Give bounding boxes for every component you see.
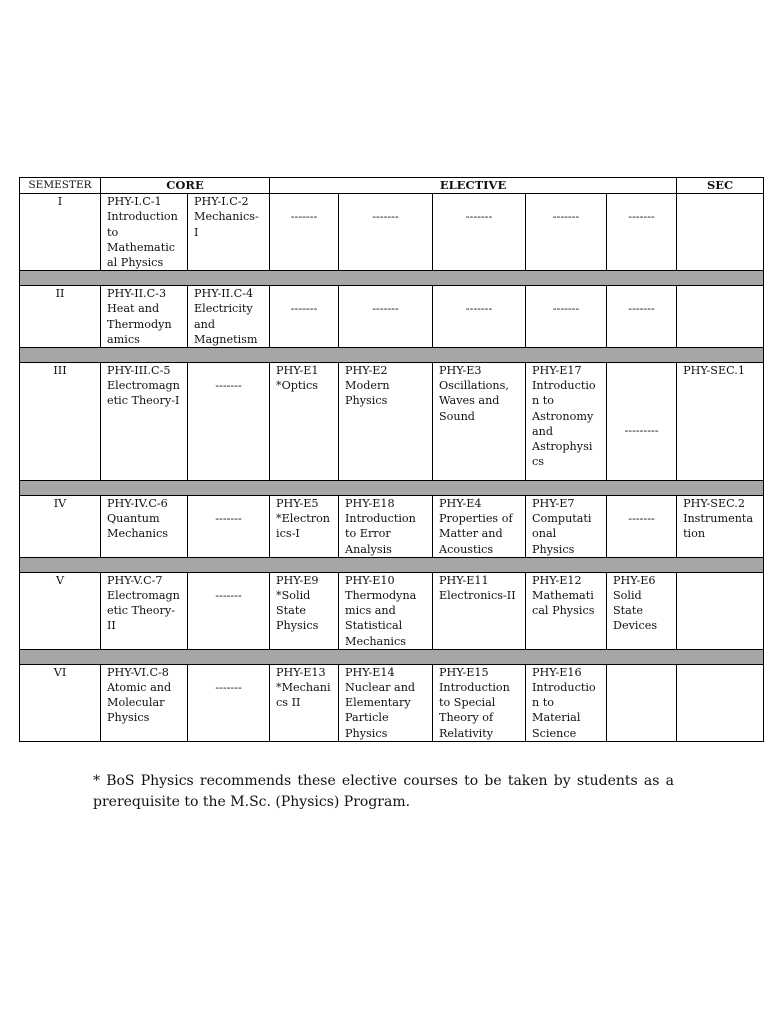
elective-course-cell <box>526 664 607 741</box>
elective-course-cell <box>433 363 526 481</box>
course-line: Magnetism <box>194 332 258 346</box>
course-line: Electromagn <box>107 589 180 603</box>
table-row <box>20 664 764 741</box>
elective-course-cell <box>270 286 339 348</box>
course-line: *Mechani <box>276 681 331 695</box>
sec-course-cell <box>677 286 764 348</box>
course-line: PHY-E18 <box>345 497 395 511</box>
course-line: cs II <box>276 696 301 710</box>
empty-placeholder: ------- <box>215 588 242 602</box>
semester-cell: IV <box>20 496 101 558</box>
course-line: ics-I <box>276 527 300 541</box>
semester-cell: I <box>20 194 101 271</box>
course-line: Properties of <box>439 512 513 526</box>
course-line: PHY-VI.C-8 <box>107 665 169 679</box>
course-line: *Optics <box>276 379 319 393</box>
course-line: Mechanics- <box>194 210 259 224</box>
table-row <box>20 363 764 481</box>
course-line: Mechanics <box>107 527 169 541</box>
separator-bar <box>20 348 764 363</box>
sec-course-cell <box>677 194 764 271</box>
course-line: etic Theory- <box>107 604 175 618</box>
course-line: PHY-E9 <box>276 573 319 587</box>
elective-course-cell <box>339 496 433 558</box>
course-line: n to <box>532 696 554 710</box>
elective-course-cell <box>526 194 607 271</box>
elective-course-cell <box>270 572 339 649</box>
elective-course-cell <box>526 496 607 558</box>
course-line: *Solid <box>276 589 311 603</box>
course-line: Computati <box>532 512 592 526</box>
core-course-cell <box>101 363 188 481</box>
course-line: Electromagn <box>107 379 180 393</box>
core-course-cell <box>101 286 188 348</box>
course-line: Devices <box>613 619 658 633</box>
elective-course-cell <box>607 572 677 649</box>
course-line: PHY-II.C-4 <box>194 287 254 301</box>
empty-placeholder: ------- <box>215 512 242 526</box>
course-line: al Physics <box>107 256 164 270</box>
course-line: PHY-E17 <box>532 364 582 378</box>
elective-course-cell <box>339 194 433 271</box>
course-structure-table <box>19 177 764 742</box>
course-line: PHY-E1 <box>276 364 319 378</box>
sec-header: SEC <box>677 178 764 194</box>
separator-bar <box>20 557 764 572</box>
course-line: Modern <box>345 379 390 393</box>
empty-placeholder: ------- <box>552 210 580 224</box>
course-line: Statistical <box>345 619 403 633</box>
course-line: Mechanics <box>345 634 407 648</box>
course-line: PHY-E11 <box>439 573 489 587</box>
core-course-cell <box>188 664 270 741</box>
empty-placeholder: ------- <box>465 302 493 316</box>
elective-course-cell <box>433 194 526 271</box>
elective-course-cell <box>607 664 677 741</box>
course-line: Solid <box>613 589 642 603</box>
elective-course-cell <box>270 496 339 558</box>
elective-course-cell <box>339 664 433 741</box>
header-row <box>20 178 764 194</box>
semester-cell: III <box>20 363 101 481</box>
course-line: to Special <box>439 696 496 710</box>
core-course-cell <box>101 194 188 271</box>
course-line: and <box>194 317 216 331</box>
course-line: Introductio <box>532 379 596 393</box>
semester-header: SEMESTER <box>20 178 101 194</box>
course-line: to Error <box>345 527 391 541</box>
table-body <box>20 194 764 742</box>
core-course-cell <box>188 194 270 271</box>
elective-course-cell <box>270 194 339 271</box>
empty-placeholder: ------- <box>628 512 655 526</box>
elective-course-cell <box>270 363 339 481</box>
elective-course-cell <box>526 286 607 348</box>
course-line: Molecular <box>107 696 165 710</box>
course-line: Instrumenta <box>683 512 754 526</box>
course-line: State <box>276 604 306 618</box>
course-line: PHY-I.C-1 <box>107 195 162 209</box>
course-line: Theory of <box>439 711 494 725</box>
course-line: PHY-E14 <box>345 665 395 679</box>
separator-row <box>20 481 764 496</box>
semester-cell: VI <box>20 664 101 741</box>
footnote: * BoS Physics recommends these elective courses to be taken by students as a prerequisite to the M.Sc. (Physics) Program. <box>93 773 674 810</box>
course-line: PHY-SEC.2 <box>683 497 745 511</box>
sec-course-cell <box>677 363 764 481</box>
course-line: Science <box>532 726 577 740</box>
elective-course-cell <box>339 363 433 481</box>
elective-course-cell <box>339 286 433 348</box>
table-row <box>20 286 764 348</box>
course-line: Nuclear and <box>345 681 416 695</box>
elective-course-cell <box>607 194 677 271</box>
table-row <box>20 572 764 649</box>
course-line: State <box>613 604 643 618</box>
course-line: PHY-E3 <box>439 364 482 378</box>
core-course-cell <box>188 286 270 348</box>
table-row <box>20 194 764 271</box>
elective-course-cell <box>270 664 339 741</box>
core-course-cell <box>188 363 270 481</box>
empty-placeholder: ------- <box>290 302 318 316</box>
course-line: Physics <box>345 726 388 740</box>
course-line: Material <box>532 711 581 725</box>
course-line: Oscillations, <box>439 379 509 393</box>
sec-course-cell <box>677 496 764 558</box>
core-course-cell <box>101 572 188 649</box>
course-line: PHY-II.C-3 <box>107 287 167 301</box>
course-line: amics <box>107 332 140 346</box>
core-course-cell <box>101 496 188 558</box>
empty-placeholder: ------- <box>215 379 242 393</box>
course-line: Electricity <box>194 302 253 316</box>
course-line: Matter and <box>439 527 503 541</box>
course-line: PHY-IV.C-6 <box>107 497 168 511</box>
course-line: Atomic and <box>107 681 172 695</box>
course-line: to <box>107 225 119 239</box>
course-line: Physics <box>345 394 388 408</box>
course-line: PHY-V.C-7 <box>107 573 163 587</box>
course-line: Analysis <box>345 542 392 556</box>
course-line: Waves and <box>439 394 500 408</box>
elective-header: ELECTIVE <box>270 178 677 194</box>
course-line: and <box>532 424 554 438</box>
course-line: *Electron <box>276 512 331 526</box>
course-line: Elementary <box>345 696 411 710</box>
course-line: Introduction <box>107 210 178 224</box>
course-line: PHY-E12 <box>532 573 582 587</box>
course-line: I <box>194 225 199 239</box>
course-line: onal <box>532 527 557 541</box>
course-line: II <box>107 619 116 633</box>
course-line: PHY-E16 <box>532 665 582 679</box>
separator-bar <box>20 649 764 664</box>
elective-course-cell <box>607 286 677 348</box>
table-row <box>20 496 764 558</box>
core-course-cell <box>188 496 270 558</box>
course-line: cs <box>532 455 545 469</box>
empty-placeholder: ------- <box>372 210 399 224</box>
course-line: Acoustics <box>439 542 494 556</box>
course-line: etic Theory-I <box>107 394 180 408</box>
course-line: Mathematic <box>107 240 176 254</box>
course-line: Introduction <box>439 681 510 695</box>
empty-placeholder: ------- <box>552 302 580 316</box>
empty-placeholder: ------- <box>290 210 318 224</box>
course-line: PHY-E2 <box>345 364 388 378</box>
course-line: Astrophysi <box>532 440 593 454</box>
course-line: mics and <box>345 604 396 618</box>
course-line: Sound <box>439 409 475 423</box>
course-line: Relativity <box>439 726 494 740</box>
course-line: Quantum <box>107 512 160 526</box>
empty-placeholder: --------- <box>624 424 659 438</box>
course-line: Physics <box>107 711 150 725</box>
course-line: PHY-E7 <box>532 497 575 511</box>
course-line: Heat and <box>107 302 160 316</box>
course-line: PHY-E5 <box>276 497 319 511</box>
core-header: CORE <box>101 178 270 194</box>
course-line: Thermodyn <box>107 317 172 331</box>
core-course-cell <box>188 572 270 649</box>
elective-course-cell <box>607 363 677 481</box>
course-line: PHY-III.C-5 <box>107 364 171 378</box>
course-line: PHY-SEC.1 <box>683 364 745 378</box>
empty-placeholder: ------- <box>465 210 493 224</box>
elective-course-cell <box>607 496 677 558</box>
separator-bar <box>20 271 764 286</box>
separator-row <box>20 271 764 286</box>
course-line: PHY-E10 <box>345 573 395 587</box>
elective-course-cell <box>526 363 607 481</box>
empty-placeholder: ------- <box>215 680 242 694</box>
empty-placeholder: ------- <box>628 210 655 224</box>
core-course-cell <box>101 664 188 741</box>
elective-course-cell <box>339 572 433 649</box>
course-line: n to <box>532 394 554 408</box>
sec-course-cell <box>677 572 764 649</box>
separator-row <box>20 348 764 363</box>
course-line: cal Physics <box>532 604 595 618</box>
course-line: Particle <box>345 711 389 725</box>
semester-cell: V <box>20 572 101 649</box>
elective-course-cell <box>433 664 526 741</box>
course-line: PHY-I.C-2 <box>194 195 249 209</box>
course-line: Astronomy <box>532 409 594 423</box>
separator-row <box>20 557 764 572</box>
course-line: Physics <box>532 542 575 556</box>
elective-course-cell <box>433 286 526 348</box>
sec-course-cell <box>677 664 764 741</box>
course-line: Mathemati <box>532 589 594 603</box>
course-line: PHY-E4 <box>439 497 482 511</box>
course-line: Introductio <box>532 681 596 695</box>
course-line: PHY-E6 <box>613 573 656 587</box>
elective-course-cell <box>526 572 607 649</box>
course-line: PHY-E15 <box>439 665 489 679</box>
separator-bar <box>20 481 764 496</box>
course-line: Physics <box>276 619 319 633</box>
course-line: Thermodyna <box>345 589 417 603</box>
elective-course-cell <box>433 572 526 649</box>
empty-placeholder: ------- <box>628 302 655 316</box>
course-line: Electronics-II <box>439 589 516 603</box>
course-line: PHY-E13 <box>276 665 326 679</box>
course-line: tion <box>683 527 706 541</box>
empty-placeholder: ------- <box>372 302 399 316</box>
elective-course-cell <box>433 496 526 558</box>
separator-row <box>20 649 764 664</box>
course-line: Introduction <box>345 512 416 526</box>
semester-cell: II <box>20 286 101 348</box>
